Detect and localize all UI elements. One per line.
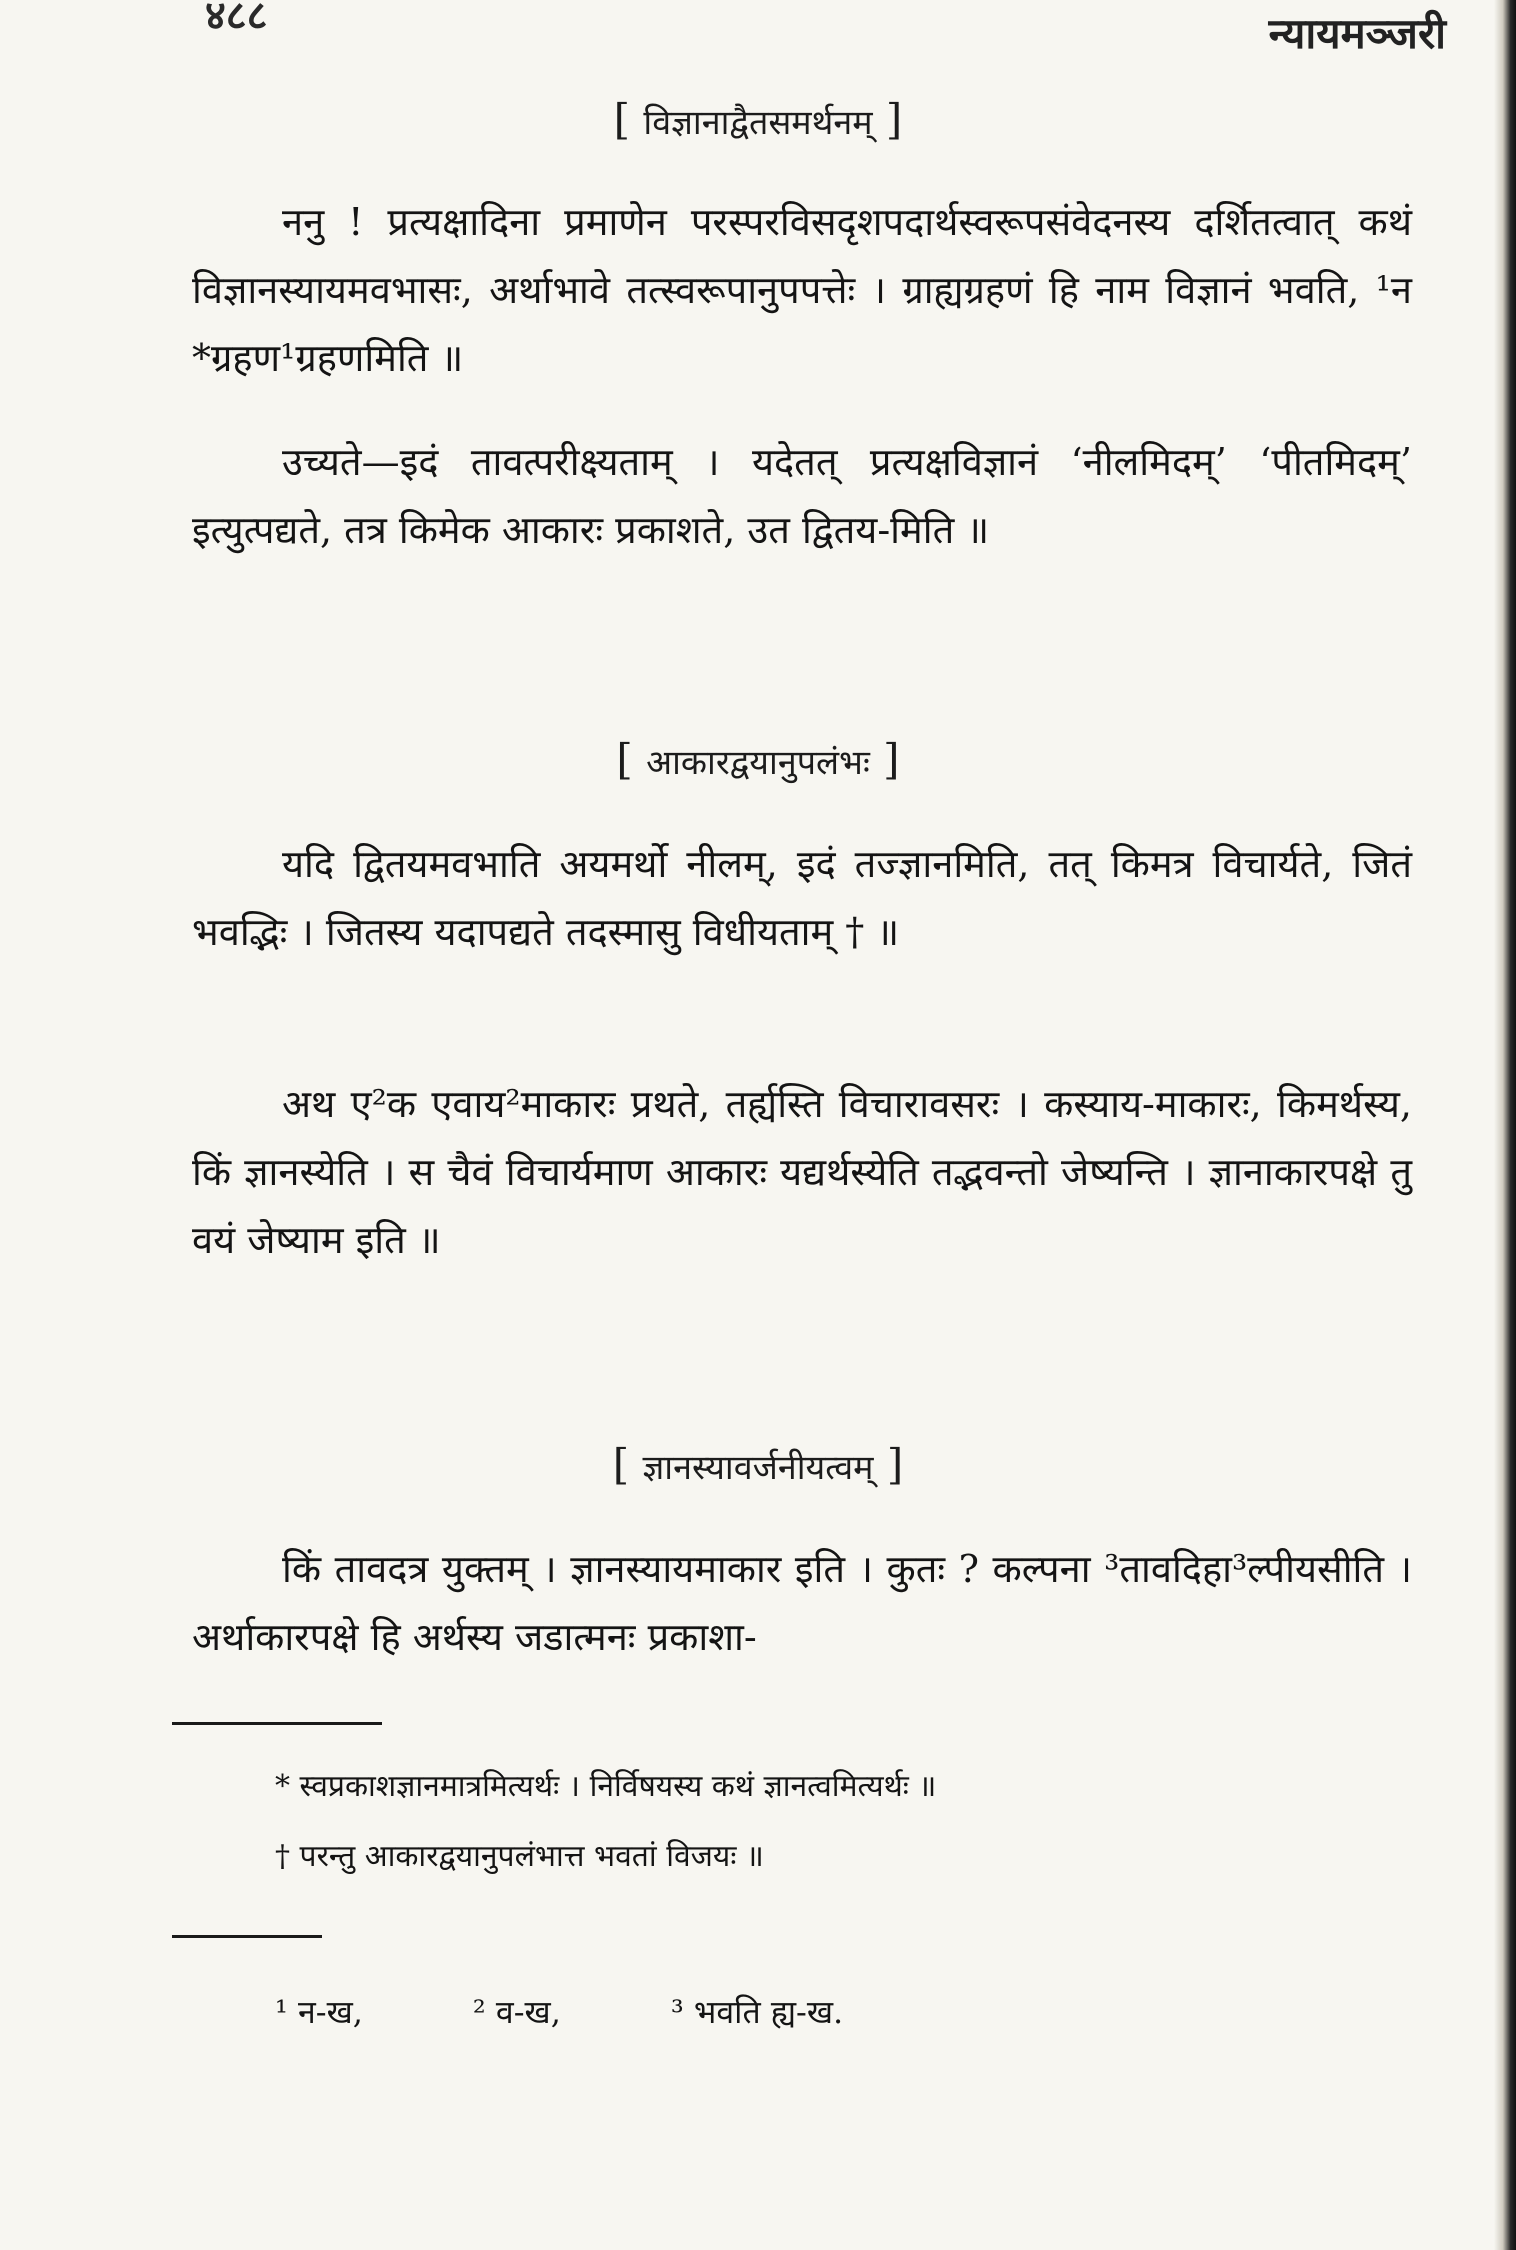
paragraph: किं तावदत्र युक्तम् । ज्ञानस्यायमाकार इति । कुतः ? कल्पना ³तावदिहा³ल्पीयसीति । अर्थाकारपक्षे हि अर्थस्य जडात्मनः प्रकाशा- bbox=[192, 1547, 1412, 1659]
section-heading-text: ज्ञानस्यावर्जनीयत्वम् bbox=[642, 1448, 874, 1488]
section-heading-text: विज्ञानाद्वैतसमर्थनम् bbox=[643, 103, 873, 143]
footnote-rule bbox=[172, 1722, 382, 1725]
footnote: * स्वप्रकाशज्ञानमात्रमित्यर्थः । निर्विषयस्य कथं ज्ञानत्वमित्यर्थः ॥ bbox=[275, 1769, 937, 1804]
paragraph: अथ ए²क एवाय²माकारः प्रथते, तर्ह्यस्ति विचारावसरः । कस्याय-माकारः, किमर्थस्य, किं ज्ञानस्येति । स चैवं विचार्यमाण आकारः यद्यर्थस्येति तद्भवन्तो जेष्यन्ति । ज्ञानाकारपक्षे तु वयं जेष्याम इति ॥ bbox=[192, 1082, 1412, 1262]
section-heading-1: [ विज्ञानाद्वैतसमर्थनम् ] bbox=[613, 95, 903, 144]
variants-rule bbox=[172, 1935, 322, 1938]
variant-reading: ² व-ख, bbox=[472, 1993, 561, 2031]
page-number: ४८८ bbox=[205, 0, 268, 39]
paragraph: यदि द्वितयमवभाति अयमर्थो नीलम्, इदं तज्ज्ञानमिति, तत् किमत्र विचार्यते, जितं भवद्भिः । जितस्य यदापद्यते तदस्मासु विधीयताम् † ॥ bbox=[192, 842, 1412, 954]
running-head: न्यायमञ्जरी bbox=[1268, 9, 1446, 58]
footnote: † परन्तु आकारद्वयानुपलंभात्त भवतां विजयः ॥ bbox=[275, 1839, 764, 1874]
paragraph: ननु ! प्रत्यक्षादिना प्रमाणेन परस्परविसदृशपदार्थस्वरूपसंवेदनस्य दर्शितत्वात् कथं विज्ञानस्यायमवभासः, अर्थाभावे तत्स्वरूपानुपपत्तेः । ग्राह्यग्रहणं हि नाम विज्ञानं भवति, ¹न *ग्रहण¹ग्रहणमिति ॥ bbox=[192, 200, 1412, 380]
section-heading-text: आकारद्वयानुपलंभः bbox=[646, 743, 870, 783]
paragraph: उच्यते—इदं तावत्परीक्ष्यताम् । यदेतत् प्रत्यक्षविज्ञानं ‘नीलमिदम्’ ‘पीतमिदम्’ इत्युत्पद्यते, तत्र किमेक आकारः प्रकाशते, उत द्वितय-मिति ॥ bbox=[192, 440, 1412, 552]
section-heading-2: [ आकारद्वयानुपलंभः ] bbox=[616, 735, 900, 784]
binding-edge bbox=[1494, 0, 1516, 2250]
variant-readings bbox=[275, 1990, 843, 2033]
variant-reading: ³ भवति ह्य-ख. bbox=[670, 1993, 844, 2031]
variant-reading: ¹ न-ख, bbox=[275, 1993, 363, 2031]
section-heading-3: [ ज्ञानस्यावर्जनीयत्वम् ] bbox=[612, 1440, 904, 1489]
